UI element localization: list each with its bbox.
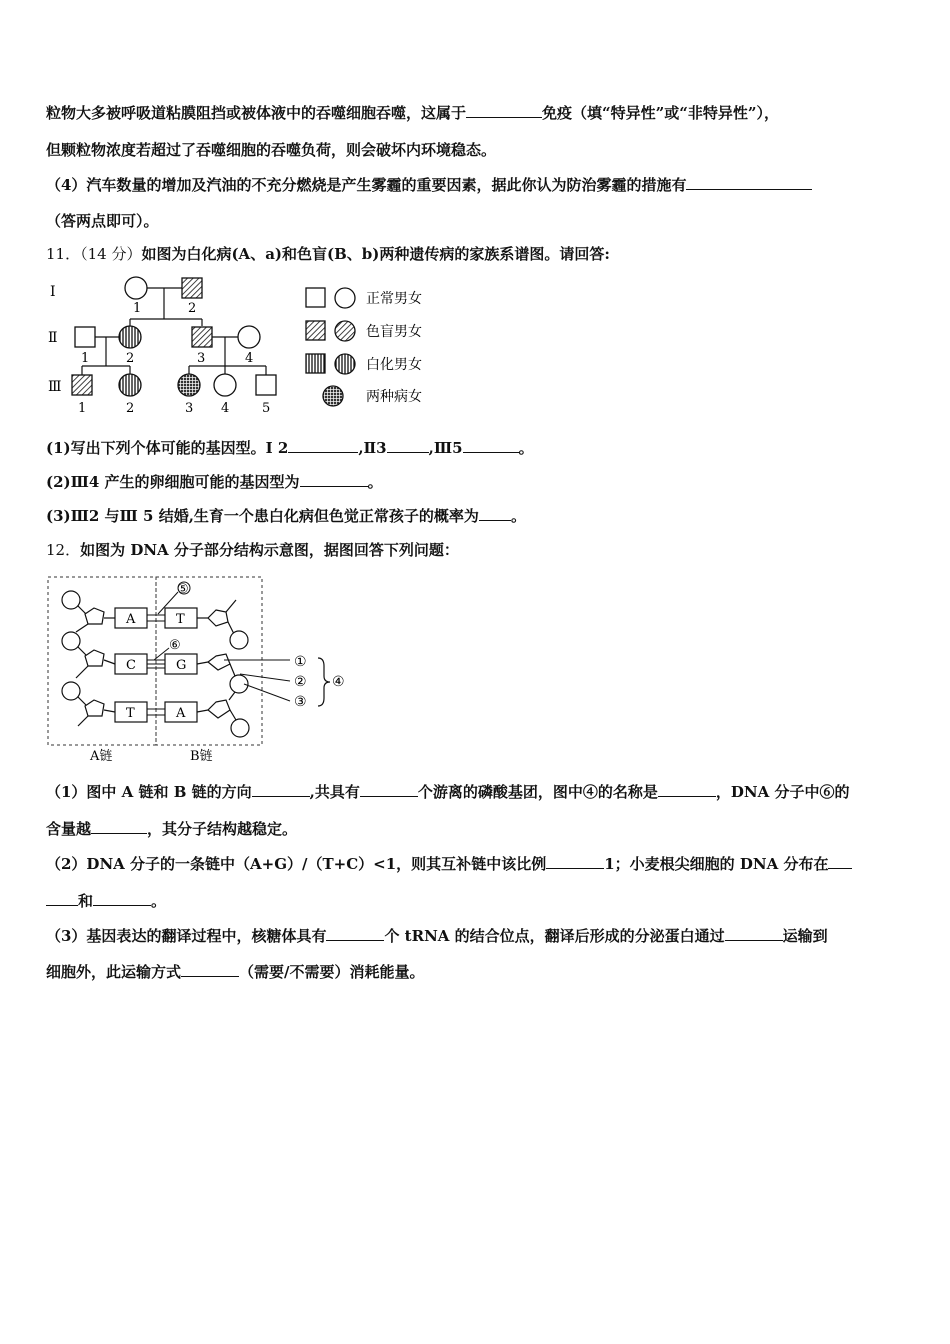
base-right-2: G bbox=[176, 658, 187, 673]
base-left-2: C bbox=[126, 658, 136, 673]
bond-line bbox=[104, 710, 115, 712]
marker-2: ② bbox=[294, 674, 307, 690]
answer-blank[interactable] bbox=[466, 103, 542, 118]
III-1-colorblind-male bbox=[72, 375, 92, 395]
text-line-3: （4）汽车数量的增加及汽油的不充分燃烧是产生雾霾的重要因素，据此你认为防治雾霾的措施有 bbox=[46, 175, 812, 195]
answer-blank[interactable] bbox=[686, 175, 812, 190]
marker-4: ④ bbox=[332, 674, 345, 690]
answer-blank[interactable] bbox=[387, 438, 429, 453]
dna-structure-figure bbox=[44, 574, 354, 766]
II-4-normal-female bbox=[238, 326, 260, 348]
marker-5: ⑤ bbox=[177, 582, 189, 597]
legend-colorblind-female-circle bbox=[335, 321, 355, 341]
III-num-5: 5 bbox=[262, 401, 271, 416]
II-num-3: 3 bbox=[197, 351, 206, 366]
answer-blank[interactable] bbox=[300, 472, 368, 487]
text-line-1: 粒物大多被呼吸道粘膜阻挡或被体液中的吞噬细胞吞噬，这属于 免疫（填“特异性”或“非特异性”）， bbox=[46, 104, 780, 122]
text-line-2: 但颗粒物浓度若超过了吞噬细胞的吞噬负荷，则会破坏内环境稳态。 bbox=[46, 141, 497, 159]
question-11-part-2: (2)Ⅲ4 产生的卵细胞可能的基因型为 。 bbox=[46, 473, 383, 491]
chain-b-backbone bbox=[208, 600, 249, 737]
I-2-colorblind-male bbox=[182, 278, 202, 298]
legend-albino-female-circle bbox=[335, 354, 355, 374]
question-12-part-3: （3）基因表达的翻译过程中，核糖体具有 个 tRNA 的结合位点，翻译后形成的分泌蛋白通过 运输到 bbox=[46, 927, 828, 945]
answer-blank[interactable] bbox=[546, 854, 604, 869]
pedigree-figure bbox=[44, 274, 444, 420]
pointer-line bbox=[244, 684, 290, 701]
III-num-1: 1 bbox=[78, 401, 87, 416]
legend-both-female-circle bbox=[323, 386, 343, 406]
answer-blank[interactable] bbox=[360, 782, 418, 797]
I-num-2: 2 bbox=[188, 301, 197, 316]
question-12-part-1: （1）图中 A 链和 B 链的方向 ,共具有 个游离的磷酸基团，图中④的名称是 ，DNA 分子中⑥的 bbox=[46, 783, 850, 801]
answer-blank[interactable] bbox=[91, 819, 147, 834]
base-left-1: A bbox=[126, 612, 136, 627]
question-11-part-3: (3)Ⅲ2 与Ⅲ 5 结婚,生育一个患白化病但色觉正常孩子的概率为 。 bbox=[46, 507, 526, 525]
legend-label-colorblind: 色盲男女 bbox=[366, 324, 422, 340]
III-num-4: 4 bbox=[221, 401, 230, 416]
question-12-part-1-cont: 含量越 ，其分子结构越稳定。 bbox=[46, 820, 298, 838]
legend-normal-male-square bbox=[306, 288, 325, 307]
legend-albino-male-square bbox=[306, 354, 325, 373]
bond-line bbox=[104, 660, 115, 664]
base-left-3: T bbox=[126, 706, 135, 721]
III-4-normal-female bbox=[214, 374, 236, 396]
question-11-header: 11．（14 分）如图为白化病(A、a)和色盲(B、b)两种遗传病的家族系谱图。请回答: bbox=[46, 245, 610, 263]
I-1-normal-female bbox=[125, 277, 147, 299]
answer-blank[interactable] bbox=[463, 438, 519, 453]
answer-blank[interactable] bbox=[828, 854, 852, 869]
answer-blank[interactable] bbox=[93, 891, 151, 906]
gen-label-I: Ⅰ bbox=[50, 284, 56, 300]
II-3-colorblind-male bbox=[192, 327, 212, 347]
answer-blank[interactable] bbox=[181, 962, 239, 977]
chain-a-label: A链 bbox=[90, 749, 113, 764]
III-num-2: 2 bbox=[126, 401, 135, 416]
question-11-part-1: (1)写出下列个体可能的基因型。Ⅰ 2 ,Ⅱ3 ,Ⅲ5 。 bbox=[46, 439, 534, 457]
legend-label-albino: 白化男女 bbox=[366, 357, 422, 373]
chain-b-label: B链 bbox=[190, 749, 213, 764]
gen-label-II: Ⅱ bbox=[48, 330, 58, 346]
II-num-4: 4 bbox=[245, 351, 254, 366]
II-2-albino-female bbox=[119, 326, 141, 348]
II-1-normal-male bbox=[75, 327, 95, 347]
question-12-part-3-cont: 细胞外，此运输方式 （需要/不需要）消耗能量。 bbox=[46, 963, 425, 981]
marker-6: ⑥ bbox=[169, 638, 181, 653]
III-3-both-diseases-female bbox=[178, 374, 200, 396]
answer-blank[interactable] bbox=[725, 926, 783, 941]
answer-blank[interactable] bbox=[252, 782, 310, 797]
answer-blank[interactable] bbox=[326, 926, 384, 941]
question-12-part-2: （2）DNA 分子的一条链中（A+G）/（T+C）<1，则其互补链中该比例 1；小麦根尖细胞的 DNA 分布在 bbox=[46, 854, 852, 874]
brace bbox=[318, 658, 330, 706]
gen-label-III: Ⅲ bbox=[48, 379, 62, 395]
III-5-normal-male bbox=[256, 375, 276, 395]
II-num-1: 1 bbox=[81, 351, 90, 366]
base-right-3: A bbox=[176, 706, 186, 721]
question-12-header: 12．如图为 DNA 分子部分结构示意图，据图回答下列问题： bbox=[46, 541, 459, 559]
legend-normal-female-circle bbox=[335, 288, 355, 308]
marker-3: ③ bbox=[294, 694, 307, 710]
chain-a-backbone bbox=[62, 591, 104, 726]
base-right-1: T bbox=[176, 612, 185, 627]
answer-blank[interactable] bbox=[46, 891, 78, 906]
I-num-1: 1 bbox=[133, 301, 142, 316]
legend-label-normal: 正常男女 bbox=[366, 291, 422, 307]
bond-line bbox=[197, 662, 208, 664]
answer-blank[interactable] bbox=[288, 438, 358, 453]
answer-blank[interactable] bbox=[479, 506, 511, 521]
bond-line bbox=[197, 710, 208, 712]
III-2-albino-female bbox=[119, 374, 141, 396]
question-12-part-2-cont: 和 。 bbox=[46, 891, 166, 911]
legend-label-both: 两种病女 bbox=[366, 389, 422, 405]
text-line-4: （答两点即可）。 bbox=[46, 212, 159, 230]
II-num-2: 2 bbox=[126, 351, 135, 366]
marker-1: ① bbox=[294, 654, 307, 670]
legend-colorblind-male-square bbox=[306, 321, 325, 340]
answer-blank[interactable] bbox=[658, 782, 716, 797]
III-num-3: 3 bbox=[185, 401, 194, 416]
